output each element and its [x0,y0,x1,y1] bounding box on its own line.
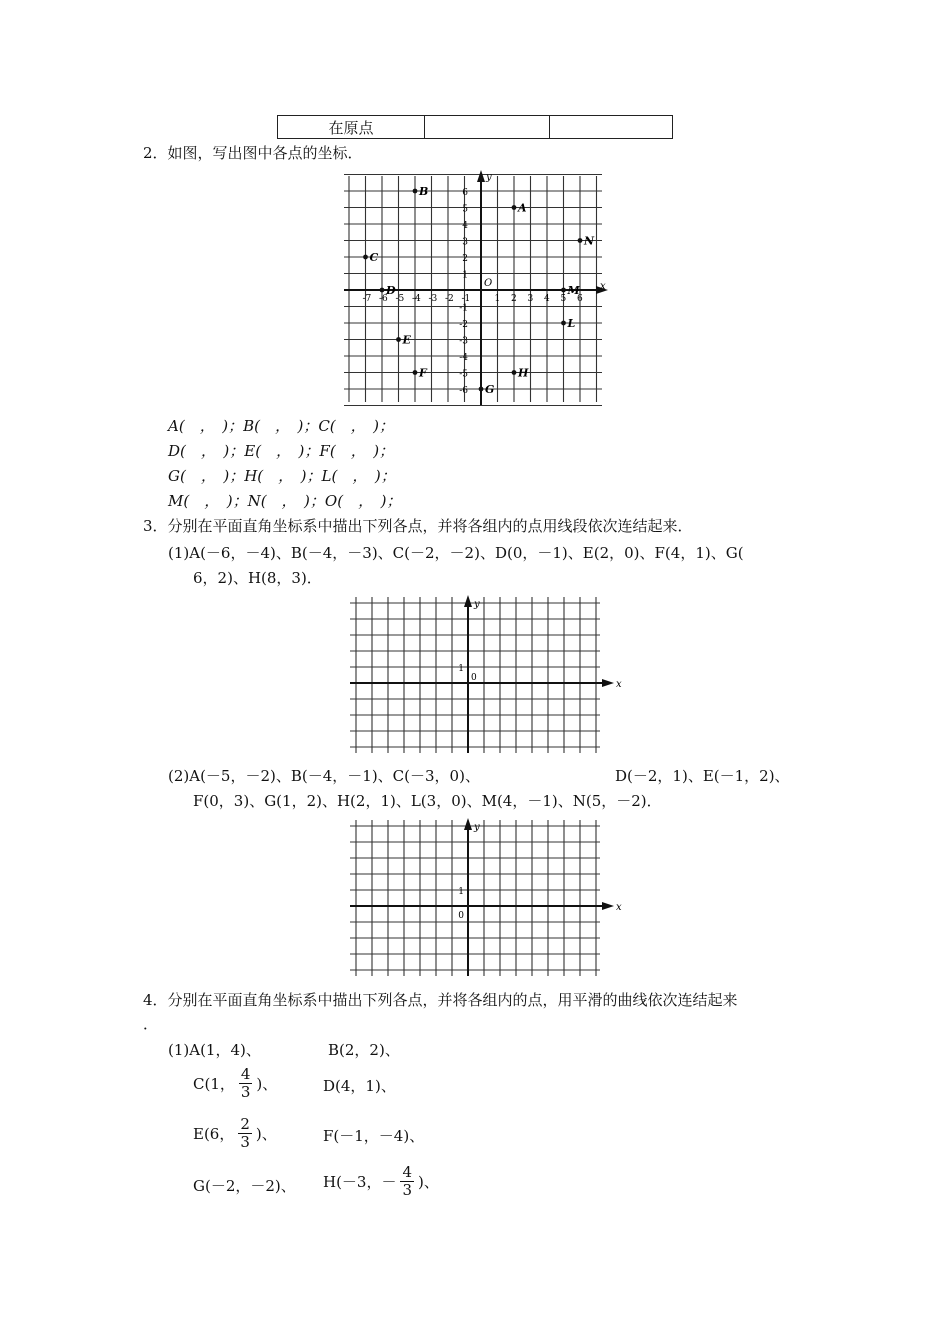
x-axis-label: x [616,902,622,913]
point-label: C [369,251,379,264]
q3-part1-line2: 6，2)、H(8，3)． [193,569,322,587]
table-cell-blank [425,116,550,139]
q4-point-e: E(6， $\frac{2}{3}$ )、 [193,1115,277,1151]
answer-row: D( ， )；E( ， )；F( ， )； [168,442,395,460]
x-tick-label: 6 [577,294,583,304]
origin-label: 0 [458,911,464,921]
y-tick-label: 4 [462,221,468,231]
point-marker [561,321,566,326]
point-label: B [419,185,429,198]
x-axis-label: x [616,679,622,690]
point-label: A [518,201,527,215]
x-tick-label: -4 [412,294,421,304]
y-axis-arrow [464,595,472,607]
x-tick-label: -7 [362,294,372,304]
table-cell-blank [550,116,673,139]
fraction: $\frac{4}{3}$ [240,1065,251,1101]
x-tick-label: -5 [395,294,405,304]
y-tick-label: -1 [459,303,468,314]
q3-title: 3．分别在平面直角坐标系中描出下列各点，并将各组内的点用线段依次连结起来． [143,517,693,535]
x-tick-label: 3 [527,294,534,304]
x-tick-label: 5 [560,294,567,304]
q4-title-end: ． [143,1015,159,1033]
point-marker [413,370,418,375]
point-label: E [402,333,411,347]
y-tick-label: -6 [459,386,468,396]
point-marker [561,288,566,293]
origin-label: O [484,278,493,289]
x-tick-label: 4 [544,294,550,304]
y-axis-arrow [464,818,472,830]
x-axis-arrow [602,679,614,687]
q4-point-f: F(－1，－4)、 [323,1127,425,1145]
q2-title: 2．如图，写出图中各点的坐标． [143,144,363,162]
point-label: G [485,383,495,396]
point-label: M [567,284,580,297]
table-cell-origin: 在原点 [278,116,425,139]
point-marker [512,205,517,210]
x-tick-label: -1 [461,294,471,304]
x-tick-label: 2 [511,294,517,304]
x-tick-label: 1 [494,294,501,304]
point-marker [578,238,583,243]
point-marker [413,189,418,194]
y-tick-label: 1 [462,270,468,281]
answer-row: G( ， )；H( ， )；L( ， )； [168,467,396,485]
y-tick-label: -2 [459,320,468,330]
y-axis-arrow [477,170,485,182]
y-tick-label: 5 [462,204,468,215]
answer-row: A( ， )；B( ， )；C( ， )； [168,417,395,435]
point-label: L [567,317,576,330]
y-axis-label: y [486,172,492,183]
y-axis-label: y [474,822,480,833]
y-tick-label: -5 [459,369,468,380]
q2-answer-lines [168,416,401,516]
q3-grid-2 [350,818,620,978]
unit-label: 1 [458,664,464,674]
x-tick-label: -6 [379,294,388,304]
q3-part2-line1a: (2)A(－5，－2)、B(－4，－1)、C(－3，0)、 [168,767,480,785]
answer-row: M( ， )；N( ， )；O( ， )； [168,492,402,510]
fraction: $\frac{4}{3}$ [402,1163,413,1199]
fraction: $\frac{2}{3}$ [240,1115,250,1151]
point-marker [380,288,385,293]
q4-point-c: C(1， $\frac{4}{3}$ )、 [193,1065,278,1101]
y-tick-label: 6 [462,188,468,198]
origin-label: 0 [471,673,477,683]
point-label: N [584,234,595,248]
y-tick-label: -4 [459,353,468,363]
point-marker [396,337,401,342]
x-axis-label: x [600,281,606,292]
x-tick-label: -2 [445,294,454,304]
x-axis-arrow [602,902,614,910]
q4-point-h: H(－3，－ $\frac{4}{3}$ )、 [323,1163,439,1199]
y-tick-label: 3 [462,237,468,248]
q4-point-d: D(4，1)、 [323,1077,396,1095]
point-marker [512,370,517,375]
q2-coordinate-grid [340,170,610,406]
point-marker [363,255,368,260]
y-tick-label: -3 [459,336,468,347]
unit-label: 1 [458,887,464,897]
point-label: D [386,284,396,297]
y-tick-label: 2 [462,254,468,264]
q4-point-a: (1)A(1，4)、 [168,1041,261,1059]
q4-point-b: B(2，2)、 [328,1041,400,1059]
x-tick-label: -3 [428,294,438,304]
q3-part1-line1: (1)A(－6，－4)、B(－4，－3)、C(－2，－2)、D(0，－1)、E(2，0)、F(4，1)、G( [168,544,744,562]
q4-point-g: G(－2，－2)、 [193,1177,296,1195]
y-axis-label: y [474,599,480,610]
point-label: H [518,366,529,380]
q3-part2-line1b: D(－2，1)、E(－1，2)、 [615,767,790,785]
q4-title: 4．分别在平面直角坐标系中描出下列各点，并将各组内的点，用平滑的曲线依次连结起来 [143,991,738,1009]
table-row [277,115,673,139]
point-label: F [419,366,427,380]
point-marker [479,387,484,392]
q3-grid-1 [350,595,620,755]
q3-part2-line2: F(0，3)、G(1，2)、H(2，1)、L(3，0)、M(4，－1)、N(5，－2)． [193,792,662,810]
